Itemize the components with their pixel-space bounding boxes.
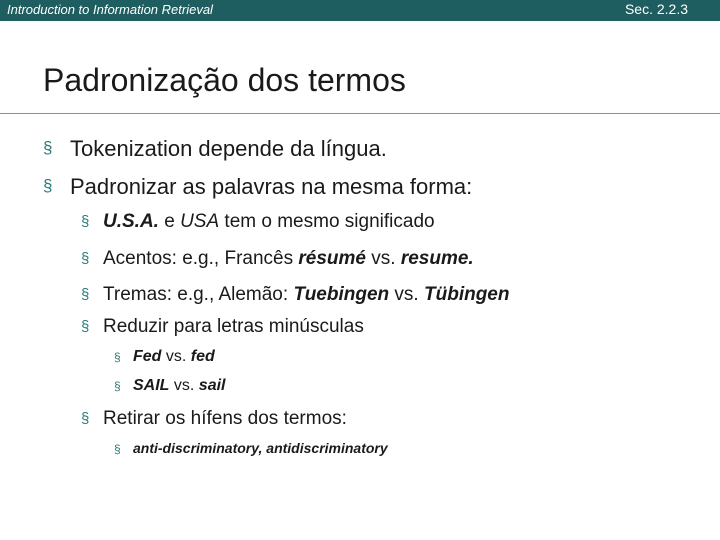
bullet-marker-icon: § (43, 138, 53, 157)
bullet-text: Retirar os hífens dos termos: (103, 408, 347, 429)
bullet-text: Reduzir para letras minúsculas (103, 316, 364, 337)
slide-title: Padronização dos termos (43, 62, 406, 98)
bullet-marker-icon: § (114, 442, 121, 456)
bullet-padronizar (43, 174, 473, 200)
connector-text: e (158, 211, 181, 232)
term-resume-accented: résumé (298, 248, 366, 269)
sub-bullet-tremas (81, 284, 510, 306)
bullet-marker-icon: § (81, 250, 90, 267)
term-sail-upper: SAIL (133, 377, 170, 394)
bullet-marker-icon: § (114, 350, 121, 364)
term-tuebingen: Tuebingen (293, 284, 390, 305)
bullet-marker-icon: § (81, 410, 90, 427)
sub-bullet-minusculas (81, 316, 364, 338)
term-fed-upper: Fed (133, 348, 162, 365)
term-usa-dots: U.S.A. (103, 211, 159, 232)
bullet-text: Padronizar as palavras na mesma forma: (70, 174, 473, 199)
bullet-tokenization (43, 136, 387, 162)
connector-text: vs. (161, 348, 191, 365)
connector-text: vs. (169, 377, 199, 394)
bullet-marker-icon: § (43, 176, 53, 195)
term-usa: USA (180, 211, 220, 232)
term-resume: resume. (400, 248, 474, 269)
bullet-marker-icon: § (81, 286, 90, 303)
sub-bullet-hifens (81, 408, 347, 430)
bullet-marker-icon: § (81, 318, 90, 335)
sub-sub-bullet-antidiscriminatory (114, 440, 388, 456)
sub-bullet-acentos (81, 248, 474, 270)
bullet-marker-icon: § (114, 379, 121, 393)
sub-sub-bullet-fed (114, 348, 215, 366)
sub-sub-bullet-sail (114, 377, 226, 395)
description-text: Acentos: e.g., Francês (103, 248, 299, 269)
section-reference: Sec. 2.2.3 (624, 1, 688, 17)
description-text: tem o mesmo significado (219, 211, 435, 232)
description-text: Tremas: e.g., Alemão: (103, 284, 294, 305)
connector-text: vs. (389, 284, 424, 305)
course-title: Introduction to Information Retrieval (7, 2, 213, 17)
term-tubingen: Tübingen (424, 284, 510, 305)
connector-text: vs. (365, 248, 401, 269)
term-antidiscriminatory: anti-discriminatory, antidiscriminatory (133, 440, 388, 456)
title-divider (0, 113, 720, 114)
header-bar (0, 0, 720, 21)
bullet-text: Tokenization depende da língua. (70, 136, 387, 161)
term-fed-lower: fed (190, 348, 215, 365)
bullet-marker-icon: § (81, 213, 90, 230)
sub-bullet-usa (81, 211, 435, 233)
term-sail-lower: sail (198, 377, 226, 394)
